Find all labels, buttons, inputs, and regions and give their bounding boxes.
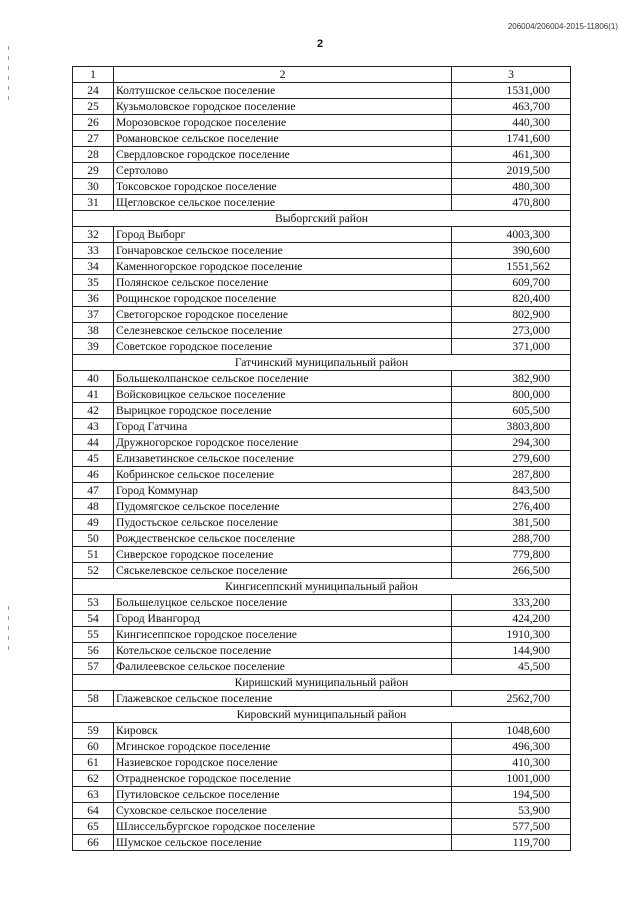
settlement-name: Глажевское сельское поселение xyxy=(114,691,452,707)
row-number: 43 xyxy=(73,419,114,435)
table-row xyxy=(73,227,571,243)
settlement-name: Колтушское сельское поселение xyxy=(114,83,452,99)
row-number: 47 xyxy=(73,483,114,499)
amount-value: 288,700 xyxy=(452,531,571,547)
amount-value: 144,900 xyxy=(452,643,571,659)
settlement-name: Советское городское поселение xyxy=(114,339,452,355)
section-title: Киришский муниципальный район xyxy=(73,675,571,691)
row-number: 29 xyxy=(73,163,114,179)
header-col-2: 2 xyxy=(114,67,452,83)
amount-value: 605,500 xyxy=(452,403,571,419)
amount-value: 480,300 xyxy=(452,179,571,195)
settlement-name: Кировск xyxy=(114,723,452,739)
row-number: 50 xyxy=(73,531,114,547)
table-row xyxy=(73,163,571,179)
table-row xyxy=(73,323,571,339)
row-number: 56 xyxy=(73,643,114,659)
amount-value: 2562,700 xyxy=(452,691,571,707)
table-row xyxy=(73,259,571,275)
table-row xyxy=(73,819,571,835)
settlement-name: Сяськелевское сельское поселение xyxy=(114,563,452,579)
row-number: 24 xyxy=(73,83,114,99)
table-row xyxy=(73,371,571,387)
settlement-name: Рождественское сельское поселение xyxy=(114,531,452,547)
table-row xyxy=(73,691,571,707)
amount-value: 276,400 xyxy=(452,499,571,515)
section-header-row xyxy=(73,355,571,371)
table-row xyxy=(73,547,571,563)
settlement-name: Елизаветинское сельское поселение xyxy=(114,451,452,467)
amount-value: 800,000 xyxy=(452,387,571,403)
amount-value: 843,500 xyxy=(452,483,571,499)
settlement-name: Вырицкое городское поселение xyxy=(114,403,452,419)
row-number: 60 xyxy=(73,739,114,755)
settlement-name: Назиевское городское поселение xyxy=(114,755,452,771)
settlement-name: Большелуцкое сельское поселение xyxy=(114,595,452,611)
row-number: 48 xyxy=(73,499,114,515)
amount-value: 463,700 xyxy=(452,99,571,115)
row-number: 32 xyxy=(73,227,114,243)
settlement-name: Пудостьское сельское поселение xyxy=(114,515,452,531)
row-number: 53 xyxy=(73,595,114,611)
settlement-name: Токсовское городское поселение xyxy=(114,179,452,195)
amount-value: 1551,562 xyxy=(452,259,571,275)
table-row xyxy=(73,83,571,99)
table-row xyxy=(73,99,571,115)
table-row xyxy=(73,595,571,611)
section-title: Кировский муниципальный район xyxy=(73,707,571,723)
table-row xyxy=(73,451,571,467)
amount-value: 2019,500 xyxy=(452,163,571,179)
amount-value: 1001,000 xyxy=(452,771,571,787)
settlement-name: Романовское сельское поселение xyxy=(114,131,452,147)
settlement-name: Суховское сельское поселение xyxy=(114,803,452,819)
amount-value: 1048,600 xyxy=(452,723,571,739)
settlement-name: Мгинское городское поселение xyxy=(114,739,452,755)
table-row xyxy=(73,611,571,627)
row-number: 45 xyxy=(73,451,114,467)
settlement-name: Шумское сельское поселение xyxy=(114,835,452,851)
settlement-name: Шлиссельбургское городское поселение xyxy=(114,819,452,835)
settlement-name: Город Гатчина xyxy=(114,419,452,435)
table-row xyxy=(73,275,571,291)
section-title: Кингисеппский муниципальный район xyxy=(73,579,571,595)
row-number: 34 xyxy=(73,259,114,275)
settlements-table xyxy=(72,66,571,851)
settlement-name: Светогорское городское поселение xyxy=(114,307,452,323)
settlement-name: Рощинское городское поселение xyxy=(114,291,452,307)
settlement-name: Кобринское сельское поселение xyxy=(114,467,452,483)
row-number: 40 xyxy=(73,371,114,387)
row-number: 49 xyxy=(73,515,114,531)
row-number: 44 xyxy=(73,435,114,451)
row-number: 38 xyxy=(73,323,114,339)
table-row xyxy=(73,467,571,483)
row-number: 46 xyxy=(73,467,114,483)
row-number: 51 xyxy=(73,547,114,563)
amount-value: 294,300 xyxy=(452,435,571,451)
row-number: 64 xyxy=(73,803,114,819)
settlement-name: Фалилеевское сельское поселение xyxy=(114,659,452,675)
row-number: 36 xyxy=(73,291,114,307)
amount-value: 273,000 xyxy=(452,323,571,339)
row-number: 35 xyxy=(73,275,114,291)
table-row xyxy=(73,387,571,403)
settlement-name: Свердловское городское поселение xyxy=(114,147,452,163)
row-number: 63 xyxy=(73,787,114,803)
row-number: 52 xyxy=(73,563,114,579)
section-header-row xyxy=(73,675,571,691)
settlement-name: Город Ивангород xyxy=(114,611,452,627)
settlement-name: Сиверское городское поселение xyxy=(114,547,452,563)
row-number: 31 xyxy=(73,195,114,211)
table-row xyxy=(73,403,571,419)
table-row xyxy=(73,643,571,659)
section-header-row xyxy=(73,579,571,595)
table-row xyxy=(73,131,571,147)
amount-value: 287,800 xyxy=(452,467,571,483)
row-number: 55 xyxy=(73,627,114,643)
table-row xyxy=(73,147,571,163)
settlement-name: Большеколпанское сельское поселение xyxy=(114,371,452,387)
row-number: 41 xyxy=(73,387,114,403)
table-row xyxy=(73,563,571,579)
table-row xyxy=(73,179,571,195)
table-row xyxy=(73,515,571,531)
table-row xyxy=(73,755,571,771)
table-row xyxy=(73,835,571,851)
row-number: 26 xyxy=(73,115,114,131)
row-number: 57 xyxy=(73,659,114,675)
header-col-3: 3 xyxy=(452,67,571,83)
settlement-name: Город Выборг xyxy=(114,227,452,243)
settlement-name: Кингисеппское городское поселение xyxy=(114,627,452,643)
settlement-name: Полянское сельское поселение xyxy=(114,275,452,291)
settlement-name: Щегловское сельское поселение xyxy=(114,195,452,211)
amount-value: 424,200 xyxy=(452,611,571,627)
amount-value: 194,500 xyxy=(452,787,571,803)
table-row xyxy=(73,803,571,819)
header-col-1: 1 xyxy=(73,67,114,83)
table-row xyxy=(73,739,571,755)
settlement-name: Город Коммунар xyxy=(114,483,452,499)
table-row xyxy=(73,243,571,259)
amount-value: 119,700 xyxy=(452,835,571,851)
row-number: 28 xyxy=(73,147,114,163)
table-row xyxy=(73,291,571,307)
amount-value: 410,300 xyxy=(452,755,571,771)
amount-value: 461,300 xyxy=(452,147,571,163)
settlement-name: Морозовское городское поселение xyxy=(114,115,452,131)
table-row xyxy=(73,115,571,131)
amount-value: 279,600 xyxy=(452,451,571,467)
amount-value: 266,500 xyxy=(452,563,571,579)
amount-value: 496,300 xyxy=(452,739,571,755)
table-row xyxy=(73,499,571,515)
table-row xyxy=(73,771,571,787)
table-row xyxy=(73,483,571,499)
margin-scan-marks xyxy=(6,40,12,100)
row-number: 62 xyxy=(73,771,114,787)
settlement-name: Путиловское сельское поселение xyxy=(114,787,452,803)
table-row xyxy=(73,195,571,211)
table-row xyxy=(73,435,571,451)
table-row xyxy=(73,787,571,803)
row-number: 58 xyxy=(73,691,114,707)
table-header-row xyxy=(73,67,571,83)
amount-value: 1531,000 xyxy=(452,83,571,99)
row-number: 30 xyxy=(73,179,114,195)
row-number: 65 xyxy=(73,819,114,835)
table-row xyxy=(73,627,571,643)
row-number: 39 xyxy=(73,339,114,355)
amount-value: 4003,300 xyxy=(452,227,571,243)
row-number: 61 xyxy=(73,755,114,771)
row-number: 54 xyxy=(73,611,114,627)
settlement-name: Войсковицкое сельское поселение xyxy=(114,387,452,403)
row-number: 59 xyxy=(73,723,114,739)
amount-value: 371,000 xyxy=(452,339,571,355)
section-header-row xyxy=(73,211,571,227)
table-row xyxy=(73,659,571,675)
table-row xyxy=(73,307,571,323)
table-row xyxy=(73,339,571,355)
amount-value: 333,200 xyxy=(452,595,571,611)
amount-value: 1910,300 xyxy=(452,627,571,643)
settlement-name: Отрадненское городское поселение xyxy=(114,771,452,787)
amount-value: 609,700 xyxy=(452,275,571,291)
amount-value: 3803,800 xyxy=(452,419,571,435)
amount-value: 53,900 xyxy=(452,803,571,819)
row-number: 66 xyxy=(73,835,114,851)
row-number: 33 xyxy=(73,243,114,259)
row-number: 27 xyxy=(73,131,114,147)
section-header-row xyxy=(73,707,571,723)
settlement-name: Кузьмоловское городское поселение xyxy=(114,99,452,115)
settlement-name: Дружногорское городское поселение xyxy=(114,435,452,451)
amount-value: 470,800 xyxy=(452,195,571,211)
settlement-name: Сертолово xyxy=(114,163,452,179)
amount-value: 577,500 xyxy=(452,819,571,835)
settlement-name: Гончаровское сельское поселение xyxy=(114,243,452,259)
section-title: Гатчинский муниципальный район xyxy=(73,355,571,371)
row-number: 42 xyxy=(73,403,114,419)
amount-value: 820,400 xyxy=(452,291,571,307)
amount-value: 802,900 xyxy=(452,307,571,323)
row-number: 37 xyxy=(73,307,114,323)
table-row xyxy=(73,531,571,547)
amount-value: 390,600 xyxy=(452,243,571,259)
section-title: Выборгский район xyxy=(73,211,571,227)
amount-value: 779,800 xyxy=(452,547,571,563)
settlement-name: Котельское сельское поселение xyxy=(114,643,452,659)
settlement-name: Каменногорское городское поселение xyxy=(114,259,452,275)
settlement-name: Селезневское сельское поселение xyxy=(114,323,452,339)
amount-value: 1741,600 xyxy=(452,131,571,147)
document-id: 206004/206004-2015-11806(1) xyxy=(507,22,618,31)
amount-value: 381,500 xyxy=(452,515,571,531)
table-row xyxy=(73,723,571,739)
amount-value: 440,300 xyxy=(452,115,571,131)
settlement-name: Пудомягское сельское поселение xyxy=(114,499,452,515)
margin-scan-marks-lower xyxy=(6,600,12,650)
amount-value: 45,500 xyxy=(452,659,571,675)
table-row xyxy=(73,419,571,435)
page-number: 2 xyxy=(316,38,324,50)
row-number: 25 xyxy=(73,99,114,115)
amount-value: 382,900 xyxy=(452,371,571,387)
table-body xyxy=(73,83,571,851)
